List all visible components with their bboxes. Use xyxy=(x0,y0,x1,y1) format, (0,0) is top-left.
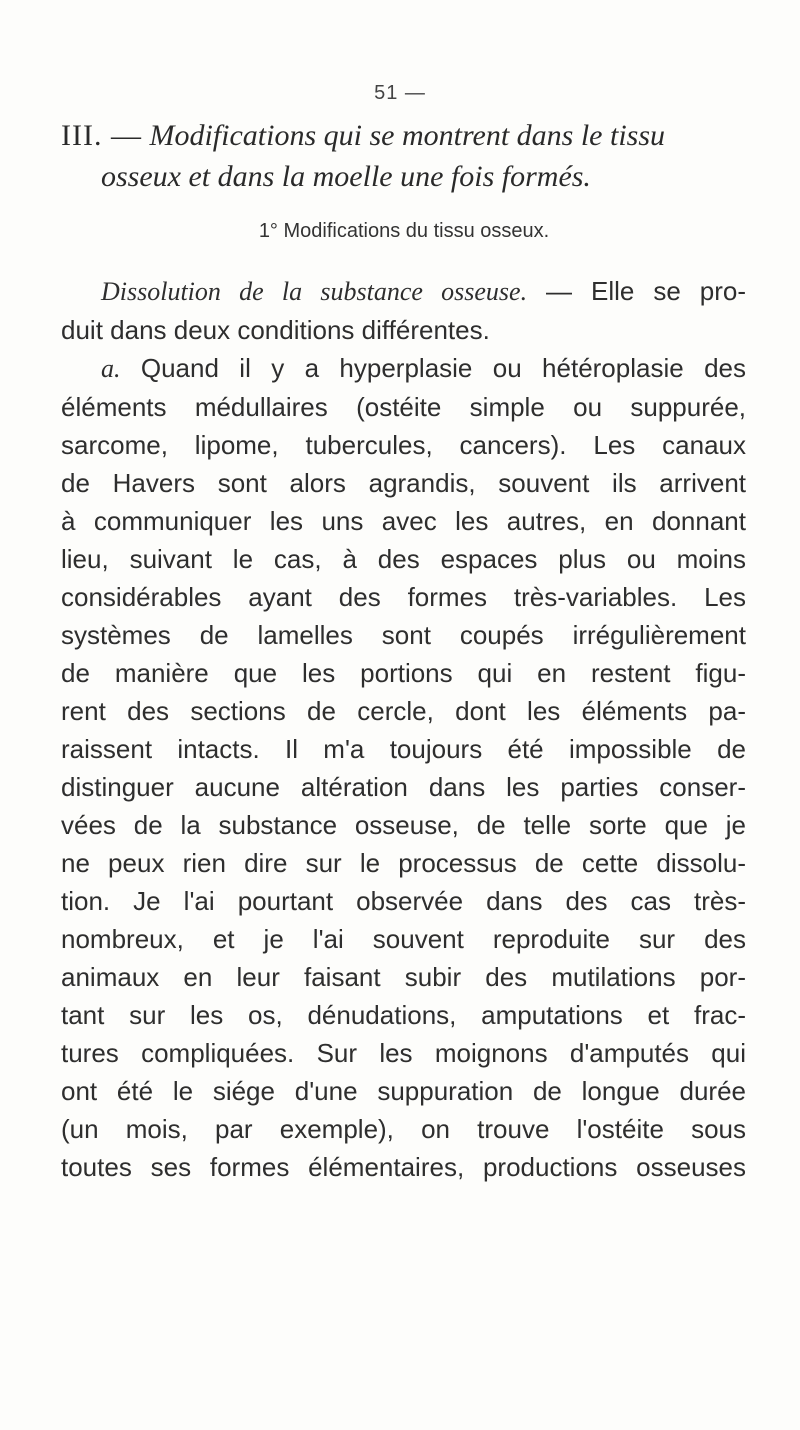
paragraph-1-lead: Dissolution de la substance osseuse. xyxy=(101,277,528,306)
paragraph-2-lead: a. xyxy=(101,354,121,383)
paragraph-2-line-1-rest: Quand il y a hyperplasie ou hétéroplasie des xyxy=(120,353,746,383)
paragraph-2-line-1 xyxy=(61,349,746,388)
paragraph-1-line-1 xyxy=(61,272,746,311)
text-line: nombreux, et je l'ai souvent reproduite sur des xyxy=(61,924,746,954)
text-line: ne peux rien dire sur le processus de cette dissolu- xyxy=(61,848,746,878)
text-line: éléments médullaires (ostéite simple ou suppurée, xyxy=(61,392,746,422)
text-line: raissent intacts. Il m'a toujours été impossible de xyxy=(61,734,746,764)
text-line: animaux en leur faisant subir des mutilations por- xyxy=(61,962,746,992)
text-line: vées de la substance osseuse, de telle sorte que je xyxy=(61,810,746,840)
paragraph-1-line-2: duit dans deux conditions différentes. xyxy=(61,315,490,345)
text-line: tion. Je l'ai pourtant observée dans des cas très- xyxy=(61,886,746,916)
section-title-line-2: osseux et dans la moelle une fois formés. xyxy=(101,160,591,193)
text-line: à communiquer les uns avec les autres, en donnant xyxy=(61,506,746,536)
text-line: rent des sections de cercle, dont les éléments pa- xyxy=(61,696,746,726)
text-line: considérables ayant des formes très-variables. Les xyxy=(61,582,746,612)
subsection-heading: 1° Modifications du tissu osseux. xyxy=(258,220,550,242)
text-line: systèmes de lamelles sont coupés irrégulièrement xyxy=(61,620,746,650)
text-line: lieu, suivant le cas, à des espaces plus ou moins xyxy=(61,544,746,574)
text-line: de Havers sont alors agrandis, souvent ils arrivent xyxy=(61,468,746,498)
text-line: sarcome, lipome, tubercules, cancers). Les canaux xyxy=(61,430,746,460)
text-line: ont été le siége d'une suppuration de longue durée xyxy=(61,1076,746,1106)
text-line: distinguer aucune altération dans les parties conser- xyxy=(61,772,746,802)
section-heading xyxy=(61,115,741,197)
text-line: tures compliquées. Sur les moignons d'amputés qui xyxy=(61,1038,746,1068)
text-line: toutes ses formes élémentaires, productions osseuses xyxy=(61,1152,746,1182)
text-line: (un mois, par exemple), on trouve l'ostéite sous xyxy=(61,1114,746,1144)
body-text xyxy=(61,272,746,1186)
text-line: de manière que les portions qui en restent figu- xyxy=(61,658,746,688)
paragraph-1-line-1-rest: — Elle se pro- xyxy=(527,276,746,306)
section-title-line-1: Modifications qui se montrent dans le tissu xyxy=(149,119,666,152)
page-number: 51 — xyxy=(374,82,426,104)
section-number: III. — xyxy=(61,119,142,152)
text-line: tant sur les os, dénudations, amputations et frac- xyxy=(61,1000,746,1030)
